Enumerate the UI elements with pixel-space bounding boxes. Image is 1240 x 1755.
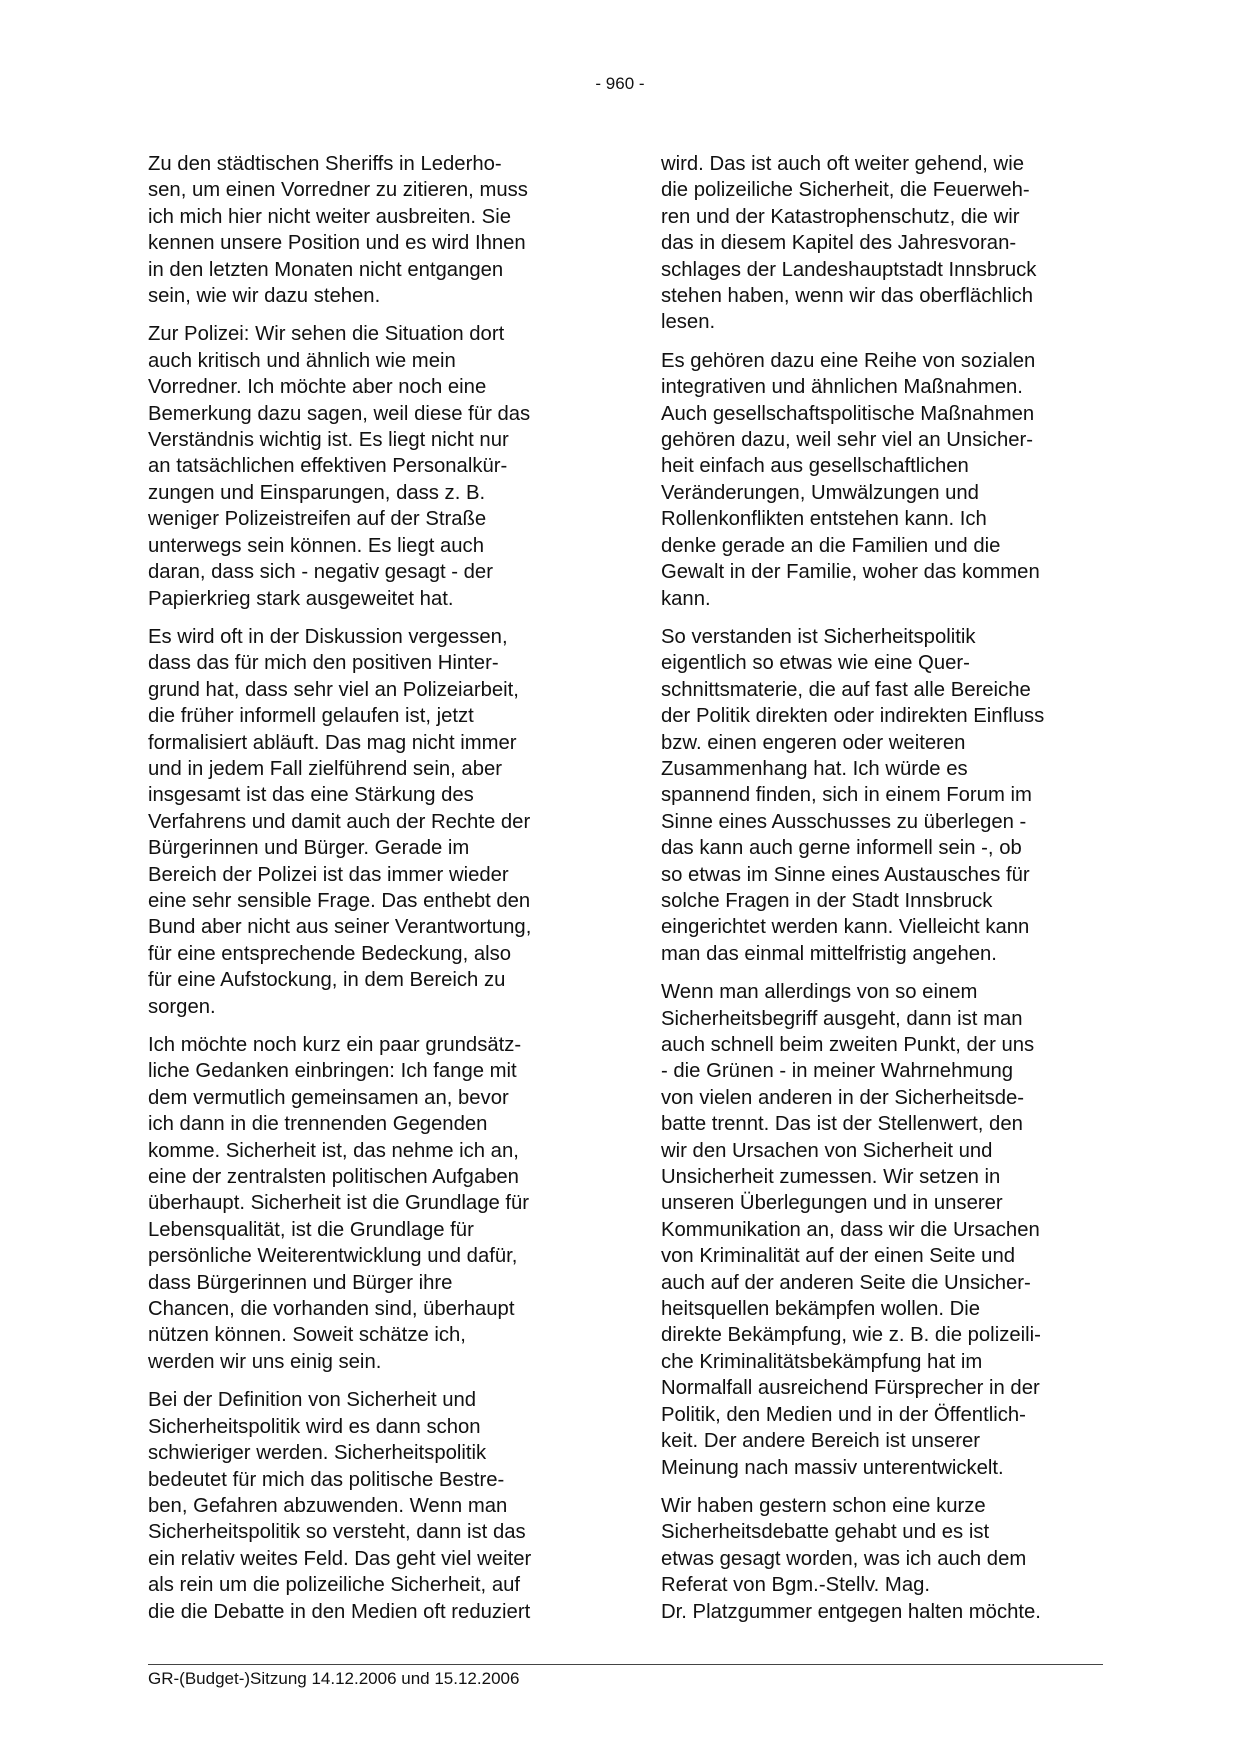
paragraph <box>661 151 1103 336</box>
text-line: so etwas im Sinne eines Austausches für <box>661 863 1030 886</box>
text-line: dem vermutlich gemeinsamen an, bevor <box>148 1086 509 1109</box>
text-line: grund hat, dass sehr viel an Polizeiarbeit, <box>148 678 519 701</box>
text-line: batte trennt. Das ist der Stellenwert, den <box>661 1113 1023 1136</box>
text-line: Sicherheitspolitik so versteht, dann ist das <box>148 1521 526 1544</box>
text-line: und in jedem Fall zielführend sein, aber <box>148 757 503 780</box>
text-line: Rollenkonflikten entstehen kann. Ich <box>661 508 987 531</box>
text-line: Sicherheitsbegriff ausgeht, dann ist man <box>661 1007 1023 1030</box>
text-line: Verständnis wichtig ist. Es liegt nicht nur <box>148 429 509 452</box>
text-line: als rein um die polizeiliche Sicherheit, auf <box>148 1574 521 1597</box>
text-line: eine sehr sensible Frage. Das enthebt den <box>148 889 531 912</box>
text-line: stehen haben, wenn wir das oberflächlich <box>661 285 1034 308</box>
left-column <box>148 151 590 1637</box>
text-line: Auch gesellschaftspolitische Maßnahmen <box>661 402 1035 425</box>
text-line: man das einmal mittelfristig angehen. <box>661 942 997 965</box>
text-line: überhaupt. Sicherheit ist die Grundlage für <box>148 1192 530 1215</box>
footer-divider <box>148 1664 1103 1665</box>
text-line: sorgen. <box>148 995 216 1018</box>
text-line: auch auf der anderen Seite die Unsicher- <box>661 1271 1031 1294</box>
text-line: solche Fragen in der Stadt Innsbruck <box>661 889 993 912</box>
text-line: Es gehören dazu eine Reihe von sozialen <box>661 349 1036 372</box>
text-line: daran, dass sich - negativ gesagt - der <box>148 561 493 584</box>
page-number: - 960 - <box>595 74 645 93</box>
text-line: ben, Gefahren abzuwenden. Wenn man <box>148 1494 508 1517</box>
text-line: etwas gesagt worden, was ich auch dem <box>661 1547 1027 1570</box>
paragraph <box>661 348 1103 612</box>
text-line: Gewalt in der Familie, woher das kommen <box>661 561 1040 584</box>
text-line: heit einfach aus gesellschaftlichen <box>661 455 969 478</box>
paragraph <box>661 624 1103 967</box>
text-line: Chancen, die vorhanden sind, überhaupt <box>148 1298 515 1321</box>
text-line: nützen können. Soweit schätze ich, <box>148 1324 466 1347</box>
text-line: formalisiert abläuft. Das mag nicht immer <box>148 731 517 754</box>
text-line: direkte Bekämpfung, wie z. B. die polizeili- <box>661 1324 1041 1347</box>
paragraph <box>148 151 590 309</box>
text-line: die polizeiliche Sicherheit, die Feuerweh- <box>661 179 1030 202</box>
text-line: wir den Ursachen von Sicherheit und <box>661 1139 993 1162</box>
text-line: das kann auch gerne informell sein -, ob <box>661 837 1022 860</box>
text-line: von Kriminalität auf der einen Seite und <box>661 1245 1016 1268</box>
text-line: Normalfall ausreichend Fürsprecher in der <box>661 1377 1040 1400</box>
text-line: schnittsmaterie, die auf fast alle Bereiche <box>661 678 1031 701</box>
text-line: schwieriger werden. Sicherheitspolitik <box>148 1442 487 1465</box>
text-line: Unsicherheit zumessen. Wir setzen in <box>661 1166 1001 1189</box>
paragraph <box>661 979 1103 1481</box>
text-line: insgesamt ist das eine Stärkung des <box>148 784 474 807</box>
text-line: Bereich der Polizei ist das immer wieder <box>148 863 509 886</box>
paragraph <box>148 1387 590 1625</box>
text-line: Vorredner. Ich möchte aber noch eine <box>148 376 487 399</box>
text-line: Lebensqualität, ist die Grundlage für <box>148 1218 474 1241</box>
text-line: Wenn man allerdings von so einem <box>661 981 978 1004</box>
text-line: werden wir uns einig sein. <box>148 1350 382 1373</box>
text-line: auch schnell beim zweiten Punkt, der uns <box>661 1034 1035 1056</box>
text-line: gehören dazu, weil sehr viel an Unsicher- <box>661 429 1034 452</box>
footer-session-info: GR-(Budget-)Sitzung 14.12.2006 und 15.12.2006 <box>148 1669 520 1688</box>
text-line: sen, um einen Vorredner zu zitieren, muss <box>148 179 528 202</box>
text-line: auch kritisch und ähnlich wie mein <box>148 349 456 372</box>
text-line: dass das für mich den positiven Hinter- <box>148 652 499 675</box>
text-line: denke gerade an die Familien und die <box>661 534 1001 557</box>
text-line: für eine Aufstockung, in dem Bereich zu <box>148 969 506 992</box>
text-line: ein relativ weites Feld. Das geht viel weiter <box>148 1547 532 1570</box>
text-line: wird. Das ist auch oft weiter gehend, wie <box>661 153 1024 175</box>
text-line: Bei der Definition von Sicherheit und <box>148 1389 477 1412</box>
text-line: die die Debatte in den Medien oft reduziert <box>148 1600 531 1623</box>
text-line: integrativen und ähnlichen Maßnahmen. <box>661 376 1023 399</box>
text-line: Sinne eines Ausschusses zu überlegen - <box>661 810 1027 833</box>
text-line: Zur Polizei: Wir sehen die Situation dort <box>148 323 505 346</box>
text-line: So verstanden ist Sicherheitspolitik <box>661 625 976 648</box>
paragraph <box>148 1032 590 1375</box>
text-line: Wir haben gestern schon eine kurze <box>661 1494 986 1517</box>
text-line: heitsquellen bekämpfen wollen. Die <box>661 1298 981 1321</box>
paragraph <box>148 321 590 611</box>
text-line: der Politik direkten oder indirekten Einfluss <box>661 705 1045 728</box>
text-line: Bund aber nicht aus seiner Verantwortung, <box>148 916 532 939</box>
paragraph <box>661 1493 1103 1625</box>
text-line: Bemerkung dazu sagen, weil diese für das <box>148 402 531 425</box>
text-line: ich mich hier nicht weiter ausbreiten. Sie <box>148 205 511 228</box>
text-line: liche Gedanken einbringen: Ich fange mit <box>148 1060 517 1083</box>
text-line: dass Bürgerinnen und Bürger ihre <box>148 1271 453 1294</box>
text-line: Kommunikation an, dass wir die Ursachen <box>661 1218 1040 1241</box>
text-line: lesen. <box>661 311 716 334</box>
text-line: Dr. Platzgummer entgegen halten möchte. <box>661 1600 1041 1623</box>
text-line: persönliche Weiterentwicklung und dafür, <box>148 1245 518 1268</box>
text-line: ren und der Katastrophenschutz, die wir <box>661 205 1020 228</box>
text-line: - die Grünen - in meiner Wahrnehmung <box>661 1060 1014 1083</box>
text-line: unterwegs sein können. Es liegt auch <box>148 534 484 557</box>
paragraph <box>148 624 590 1020</box>
text-line: kennen unsere Position und es wird Ihnen <box>148 232 526 255</box>
right-column <box>661 151 1103 1637</box>
text-line: weniger Polizeistreifen auf der Straße <box>148 508 487 531</box>
text-line: Verfahrens und damit auch der Rechte der <box>148 810 531 833</box>
text-line: in den letzten Monaten nicht entgangen <box>148 258 504 281</box>
text-line: spannend finden, sich in einem Forum im <box>661 784 1032 807</box>
text-line: Ich möchte noch kurz ein paar grundsätz- <box>148 1034 522 1056</box>
text-line: Sicherheitsdebatte gehabt und es ist <box>661 1521 990 1544</box>
text-line: keit. Der andere Bereich ist unserer <box>661 1430 981 1453</box>
text-line: eingerichtet werden kann. Vielleicht kann <box>661 916 1030 939</box>
text-line: eine der zentralsten politischen Aufgaben <box>148 1166 519 1189</box>
text-line: von vielen anderen in der Sicherheitsde- <box>661 1086 1025 1109</box>
text-line: das in diesem Kapitel des Jahresvoran- <box>661 232 1017 255</box>
text-line: Zusammenhang hat. Ich würde es <box>661 757 968 780</box>
text-line: zungen und Einsparungen, dass z. B. <box>148 481 486 504</box>
text-line: Veränderungen, Umwälzungen und <box>661 481 979 504</box>
text-line: kann. <box>661 587 711 610</box>
text-line: komme. Sicherheit ist, das nehme ich an, <box>148 1139 519 1162</box>
text-line: die früher informell gelaufen ist, jetzt <box>148 705 474 728</box>
text-line: Es wird oft in der Diskussion vergessen, <box>148 625 508 648</box>
text-line: Papierkrieg stark ausgeweitet hat. <box>148 587 454 610</box>
text-line: sein, wie wir dazu stehen. <box>148 285 381 308</box>
text-line: Meinung nach massiv unterentwickelt. <box>661 1456 1004 1479</box>
text-line: Referat von Bgm.-Stellv. Mag. <box>661 1574 931 1597</box>
text-line: bedeutet für mich das politische Bestre- <box>148 1468 505 1491</box>
text-line: für eine entsprechende Bedeckung, also <box>148 942 512 965</box>
text-line: che Kriminalitätsbekämpfung hat im <box>661 1350 983 1373</box>
text-line: unseren Überlegungen und in unserer <box>661 1192 1003 1215</box>
text-line: bzw. einen engeren oder weiteren <box>661 731 966 754</box>
text-line: Bürgerinnen und Bürger. Gerade im <box>148 837 470 860</box>
text-line: eigentlich so etwas wie eine Quer- <box>661 652 970 675</box>
text-line: ich dann in die trennenden Gegenden <box>148 1113 488 1136</box>
text-line: an tatsächlichen effektiven Personalkür- <box>148 455 508 478</box>
text-line: Sicherheitspolitik wird es dann schon <box>148 1415 481 1438</box>
text-line: Zu den städtischen Sheriffs in Lederho- <box>148 153 502 175</box>
text-line: Politik, den Medien und in der Öffentlich- <box>661 1403 1026 1426</box>
text-line: schlages der Landeshauptstadt Innsbruck <box>661 258 1037 281</box>
